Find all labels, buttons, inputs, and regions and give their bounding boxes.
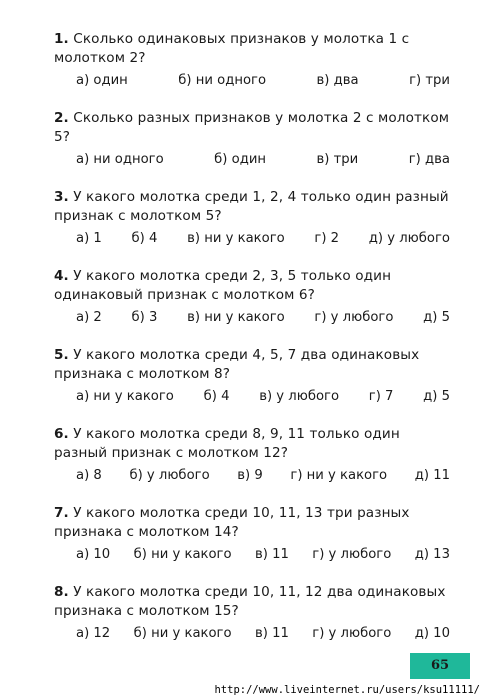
answer-option: б) ни одного <box>178 73 267 88</box>
answer-options <box>54 308 454 328</box>
question-4 <box>54 267 454 328</box>
question-body: У какого молотка среди 2, 3, 5 только один одинаковый признак с молотком 6? <box>54 268 392 303</box>
answer-option: в) ни у какого <box>187 310 285 325</box>
question-body: У какого молотка среди 1, 2, 4 только один разный признак с молотком 5? <box>54 189 449 224</box>
answer-option: а) 10 <box>76 547 111 562</box>
question-text <box>54 188 454 226</box>
answer-option: д) 5 <box>423 310 450 325</box>
answer-option: г) у любого <box>314 310 394 325</box>
question-text <box>54 30 454 68</box>
answer-option: б) 4 <box>131 231 158 246</box>
answer-options <box>54 466 454 486</box>
question-body: Сколько одинаковых признаков у молотка 1 с молотком 2? <box>54 31 410 66</box>
question-body: У какого молотка среди 10, 11, 12 два одинаковых признака с молотком 15? <box>54 584 446 619</box>
question-list <box>54 30 454 662</box>
answer-option: г) ни у какого <box>290 468 388 483</box>
answer-option: в) 11 <box>254 626 289 641</box>
answer-options <box>54 71 454 91</box>
answer-option: г) 2 <box>314 231 340 246</box>
answer-option: в) два <box>316 73 359 88</box>
question-number: 3. <box>54 189 69 205</box>
answer-option: в) у любого <box>259 389 340 404</box>
answer-options <box>54 387 454 407</box>
answer-option: б) 4 <box>203 389 230 404</box>
question-7 <box>54 504 454 565</box>
question-body: У какого молотка среди 8, 9, 11 только один разный признак с молотком 12? <box>54 426 400 461</box>
answer-option: а) ни у какого <box>76 389 174 404</box>
question-text <box>54 425 454 463</box>
question-number: 2. <box>54 110 69 126</box>
answer-option: а) 8 <box>76 468 102 483</box>
answer-option: д) 11 <box>414 468 450 483</box>
answer-option: б) у любого <box>129 468 210 483</box>
answer-option: а) 12 <box>76 626 111 641</box>
question-number: 5. <box>54 347 69 363</box>
question-number: 6. <box>54 426 69 442</box>
question-8 <box>54 583 454 644</box>
answer-option: г) у любого <box>312 626 392 641</box>
answer-option: б) ни у какого <box>133 626 232 641</box>
question-number: 4. <box>54 268 69 284</box>
answer-option: в) 9 <box>237 468 263 483</box>
question-5 <box>54 346 454 407</box>
question-text <box>54 109 454 147</box>
answer-option: в) три <box>316 152 359 167</box>
answer-option: г) три <box>409 73 450 88</box>
page-number-badge: 65 <box>410 653 470 679</box>
answer-option: а) один <box>76 73 128 88</box>
answer-option: б) 3 <box>131 310 158 325</box>
answer-options <box>54 545 454 565</box>
answer-option: г) 7 <box>368 389 394 404</box>
question-text <box>54 583 454 621</box>
watermark-url: http://www.liveinternet.ru/users/ksu11111/ <box>214 684 480 696</box>
question-text <box>54 267 454 305</box>
question-text <box>54 504 454 542</box>
question-body: Сколько разных признаков у молотка 2 с молотком 5? <box>54 110 450 145</box>
answer-option: а) 2 <box>76 310 102 325</box>
answer-option: в) 11 <box>254 547 289 562</box>
answer-option: в) ни у какого <box>187 231 285 246</box>
answer-option: г) у любого <box>312 547 392 562</box>
answer-option: б) ни у какого <box>133 547 232 562</box>
answer-option: д) 5 <box>423 389 450 404</box>
question-1 <box>54 30 454 91</box>
answer-option: г) два <box>408 152 450 167</box>
question-text <box>54 346 454 384</box>
answer-option: д) 13 <box>414 547 450 562</box>
answer-option: а) ни одного <box>76 152 164 167</box>
question-2 <box>54 109 454 170</box>
answer-options <box>54 229 454 249</box>
question-6 <box>54 425 454 486</box>
question-number: 1. <box>54 31 69 47</box>
answer-options <box>54 624 454 644</box>
question-body: У какого молотка среди 10, 11, 13 три разных признака с молотком 14? <box>54 505 410 540</box>
answer-option: д) у любого <box>368 231 450 246</box>
question-number: 8. <box>54 584 69 600</box>
question-3 <box>54 188 454 249</box>
answer-option: а) 1 <box>76 231 102 246</box>
answer-option: д) 10 <box>414 626 450 641</box>
answer-option: б) один <box>214 152 267 167</box>
answer-options <box>54 150 454 170</box>
question-body: У какого молотка среди 4, 5, 7 два одинаковых признака с молотком 8? <box>54 347 420 382</box>
question-number: 7. <box>54 505 69 521</box>
